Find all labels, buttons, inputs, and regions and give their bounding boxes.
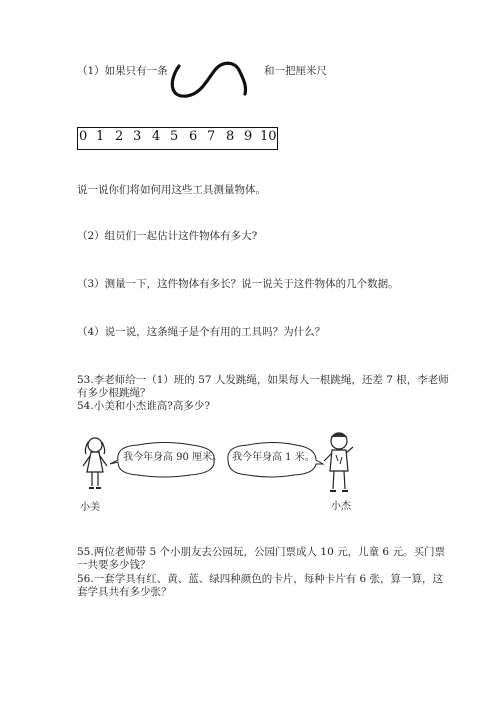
sub-question-3: （3）测量一下，这件物体有多长？说一说关于这件物体的几个数据。: [77, 278, 399, 290]
measure-instruction: 说一说你们将如何用这些工具测量物体。: [77, 184, 266, 196]
sub-question-2: （2）组员们一起估计这件物体有多大?: [77, 230, 258, 242]
boy-name-label: 小杰: [331, 501, 351, 512]
rope-prompt-text: （1）如果只有一条: [77, 65, 168, 77]
ruler-number: 1: [96, 129, 105, 144]
boy-speech-text: 我今年身高 1 米。: [232, 452, 315, 463]
sub-question-4: （4）说一说，这条绳子是个有用的工具吗？为什么？: [77, 326, 326, 338]
rope-illustration: [165, 58, 260, 103]
question-53-line2: 有多少根跳绳？: [77, 387, 151, 399]
ruler-number: 10: [260, 129, 277, 144]
centimeter-ruler: [77, 127, 278, 150]
girl-figure-icon: [80, 436, 110, 494]
question-54-title: 54.小美和小杰谁高?高多少?: [77, 400, 210, 412]
ruler-number: 4: [152, 129, 161, 144]
question-56-line2: 套学具共有多少张？: [77, 586, 172, 598]
ruler-number: 2: [115, 129, 124, 144]
ruler-number: 0: [79, 129, 88, 144]
ruler-number: 8: [226, 129, 235, 144]
ruler-number: 7: [207, 129, 216, 144]
question-56-line1: 56.一套学具有红、黄、蓝、绿四种颜色的卡片，每种卡片有 6 张，算一算，这: [77, 573, 444, 585]
ruler-number: 6: [189, 129, 198, 144]
ruler-number: 3: [133, 129, 142, 144]
girl-name-label: 小美: [80, 502, 100, 513]
boy-figure-icon: [322, 431, 356, 497]
girl-speech-text: 我今年身高 90 厘米。: [123, 452, 223, 463]
ruler-prompt-text: 和一把厘米尺: [264, 65, 327, 77]
question-55-line1: 55.两位老师带 5 个小朋友去公园玩，公园门票成人 10 元，儿童 6 元。买门票: [77, 546, 445, 558]
ruler-number: 9: [244, 129, 253, 144]
question-53-line1: 53.李老师给一（1）班的 57 人发跳绳，如果每人一根跳绳，还差 7 根，李老师: [77, 374, 449, 386]
ruler-number: 5: [170, 129, 179, 144]
question-55-line2: 一共要多少钱？: [77, 559, 151, 571]
